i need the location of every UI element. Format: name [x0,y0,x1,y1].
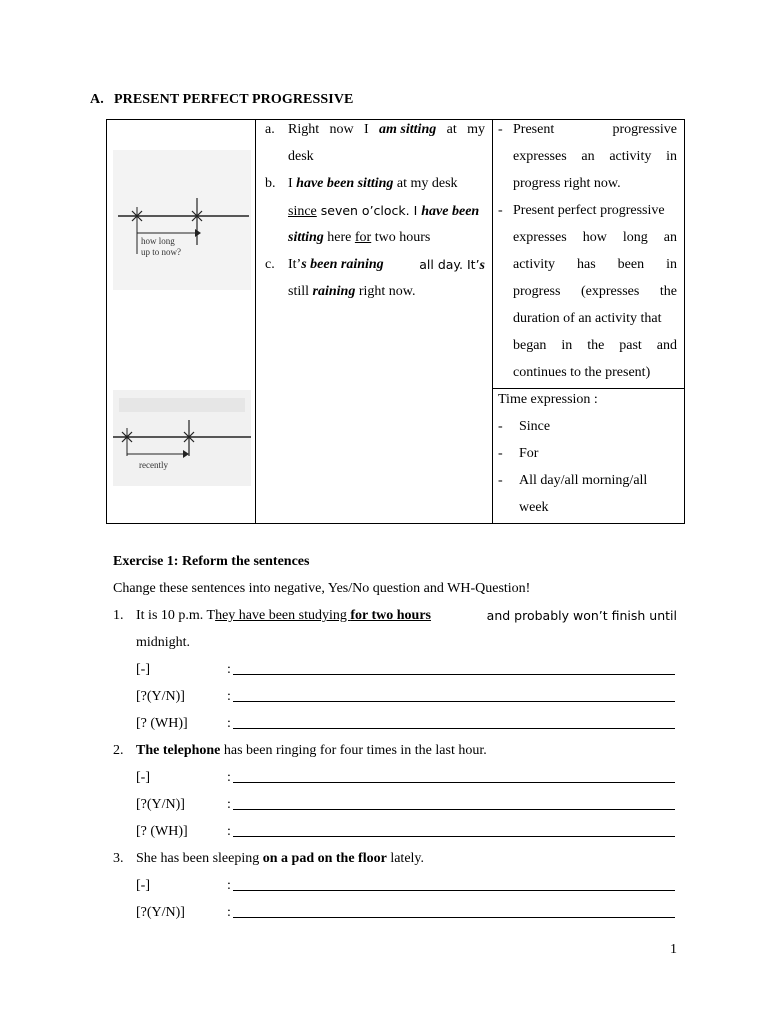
note-dash-2: - [498,203,503,218]
word: I [364,122,369,137]
table-divider-1 [255,120,256,523]
word: the [659,284,677,299]
verb-have-been: have been [421,204,480,219]
question-1-continued: midnight. [136,635,191,650]
verb-am-sitting: am sitting [379,122,437,137]
verb-been-raining: s been raining [301,257,384,272]
word: now [329,122,354,137]
underlined-for: for [354,230,372,245]
q3-location: on a pad on the floor [262,851,387,866]
example-b-letter: b. [265,176,276,191]
q3-neg-colon: : [227,878,231,893]
text: It is 10 p.m. T [136,608,216,623]
word: and [656,338,677,353]
time-dash-2: - [498,446,503,461]
example-c-letter: c. [265,257,275,272]
word: expresses [513,230,567,245]
timeline-diagram-svg-2 [113,390,251,486]
word: has [577,257,596,272]
question-2-number: 2. [113,743,124,758]
question-3-number: 3. [113,851,124,866]
text: hey have been studying [215,608,351,623]
note-dash-1: - [498,122,503,137]
verb-have-been-sitting: have been sitting [296,176,394,191]
time-dash-1: - [498,419,503,434]
question-2-text [136,737,487,764]
note-2-line-4 [513,278,677,305]
q2-yn-label: [?(Y/N)] [136,797,185,812]
note-2-line-1: Present perfect progressive [513,203,665,218]
time-item-since: Since [519,419,551,434]
timeline-diagram-svg [113,150,251,290]
q1-neg-colon: : [227,662,231,677]
note-2-line-5: duration of an activity that [513,311,662,326]
note-2-line-7: continues to the present) [513,365,651,380]
time-expression-title: Time expression : [498,392,598,407]
q3-yn-answer-line[interactable] [233,917,675,918]
time-item-all-day: All day/all morning/all [519,473,648,488]
diagram-label-line-2: up to now? [141,247,181,257]
text: It’ [288,257,302,272]
example-b-line-1 [288,170,458,197]
underlined-since: since [288,204,317,219]
word: an [663,230,677,245]
q1-yn-answer-line[interactable] [233,701,675,702]
q2-subject: The telephone [136,743,221,758]
q3-yn-label: [?(Y/N)] [136,905,185,920]
exercise-title: Exercise 1: Reform the sentences [113,554,310,569]
example-a-line-1 [288,116,485,143]
q1-neg-label: [-] [136,662,150,677]
text: still [288,284,313,299]
text: and probably won’t finish until [486,608,677,623]
word: in [666,257,677,272]
q2-neg-answer-line[interactable] [233,782,675,783]
section-letter: A. [90,92,104,107]
word: activity [609,149,652,164]
q1-for-two-hours: for two hours [350,608,432,623]
note-1-line-2 [513,143,677,170]
q1-underlined [215,602,487,629]
word: expresses [513,149,567,164]
time-item-all-day-cont: week [519,500,549,515]
timeline-diagram-recently [113,390,251,486]
word: progressive [612,122,677,137]
time-item-for: For [519,446,539,461]
diagram-label-how-long [141,236,181,258]
verb-raining: raining [312,284,356,299]
example-c-line-2 [288,278,415,305]
word: been [617,257,645,272]
note-1-line-1 [513,116,677,143]
q2-yn-colon: : [227,797,231,812]
word: the [587,338,605,353]
example-b-line-3 [288,224,430,251]
example-a-line-2: desk [288,149,314,164]
word: past [619,338,642,353]
q1-wh-colon: : [227,716,231,731]
word: an [581,149,595,164]
note-2-line-6 [513,332,677,359]
word: how [582,230,607,245]
section-heading [90,92,353,108]
table-divider-2 [492,120,493,523]
example-b-line-2 [288,197,479,225]
text: lately. [386,851,425,866]
note-1-line-3: progress right now. [513,176,621,191]
text: all day. It’ [419,257,480,272]
question-3-text [136,845,424,872]
example-c-line-1 [288,251,485,279]
q1-neg-answer-line[interactable] [233,674,675,675]
verb-s: s [479,258,485,273]
q1-wh-answer-line[interactable] [233,728,675,729]
diagram-label-recently: recently [139,460,168,470]
word: Right [288,122,320,137]
exercise-instruction: Change these sentences into negative, Yes/No question and WH-Question! [113,581,531,596]
q1-yn-label: [?(Y/N)] [136,689,185,704]
text: two hours [371,230,431,245]
q2-wh-answer-line[interactable] [233,836,675,837]
word: activity [513,257,555,272]
verb-sitting: sitting [288,230,324,245]
word: in [561,338,573,353]
word: progress [513,284,561,299]
word: (expresses [581,284,640,299]
q3-neg-answer-line[interactable] [233,890,675,891]
q3-yn-colon: : [227,905,231,920]
word: in [666,149,677,164]
word: began [513,338,547,353]
q2-neg-label: [-] [136,770,150,785]
time-dash-3: - [498,473,503,488]
text: I [288,176,297,191]
question-1-text [136,602,677,629]
text: She has been sleeping [136,851,263,866]
timeline-diagram-how-long [113,150,251,290]
word: Present [513,122,555,137]
q1-wh-label: [? (WH)] [136,716,188,731]
text: at my desk [393,176,458,191]
q2-neg-colon: : [227,770,231,785]
q2-wh-label: [? (WH)] [136,824,188,839]
text: has been ringing for four times in the last hour. [220,743,487,758]
note-2-line-3 [513,251,677,278]
section-title: PRESENT PERFECT PROGRESSIVE [114,92,354,107]
text: seven o’clock. I [316,203,422,218]
diagram-label-line-1: how long [141,236,175,246]
example-a-letter: a. [265,122,275,137]
q2-yn-answer-line[interactable] [233,809,675,810]
q2-wh-colon: : [227,824,231,839]
page-number: 1 [670,942,677,957]
q1-yn-colon: : [227,689,231,704]
text: here [323,230,355,245]
note-2-line-2 [513,224,677,251]
word: at [446,122,457,137]
q3-neg-label: [-] [136,878,150,893]
word: long [622,230,648,245]
question-1-number: 1. [113,608,124,623]
text: right now. [355,284,416,299]
word: my [467,122,485,137]
